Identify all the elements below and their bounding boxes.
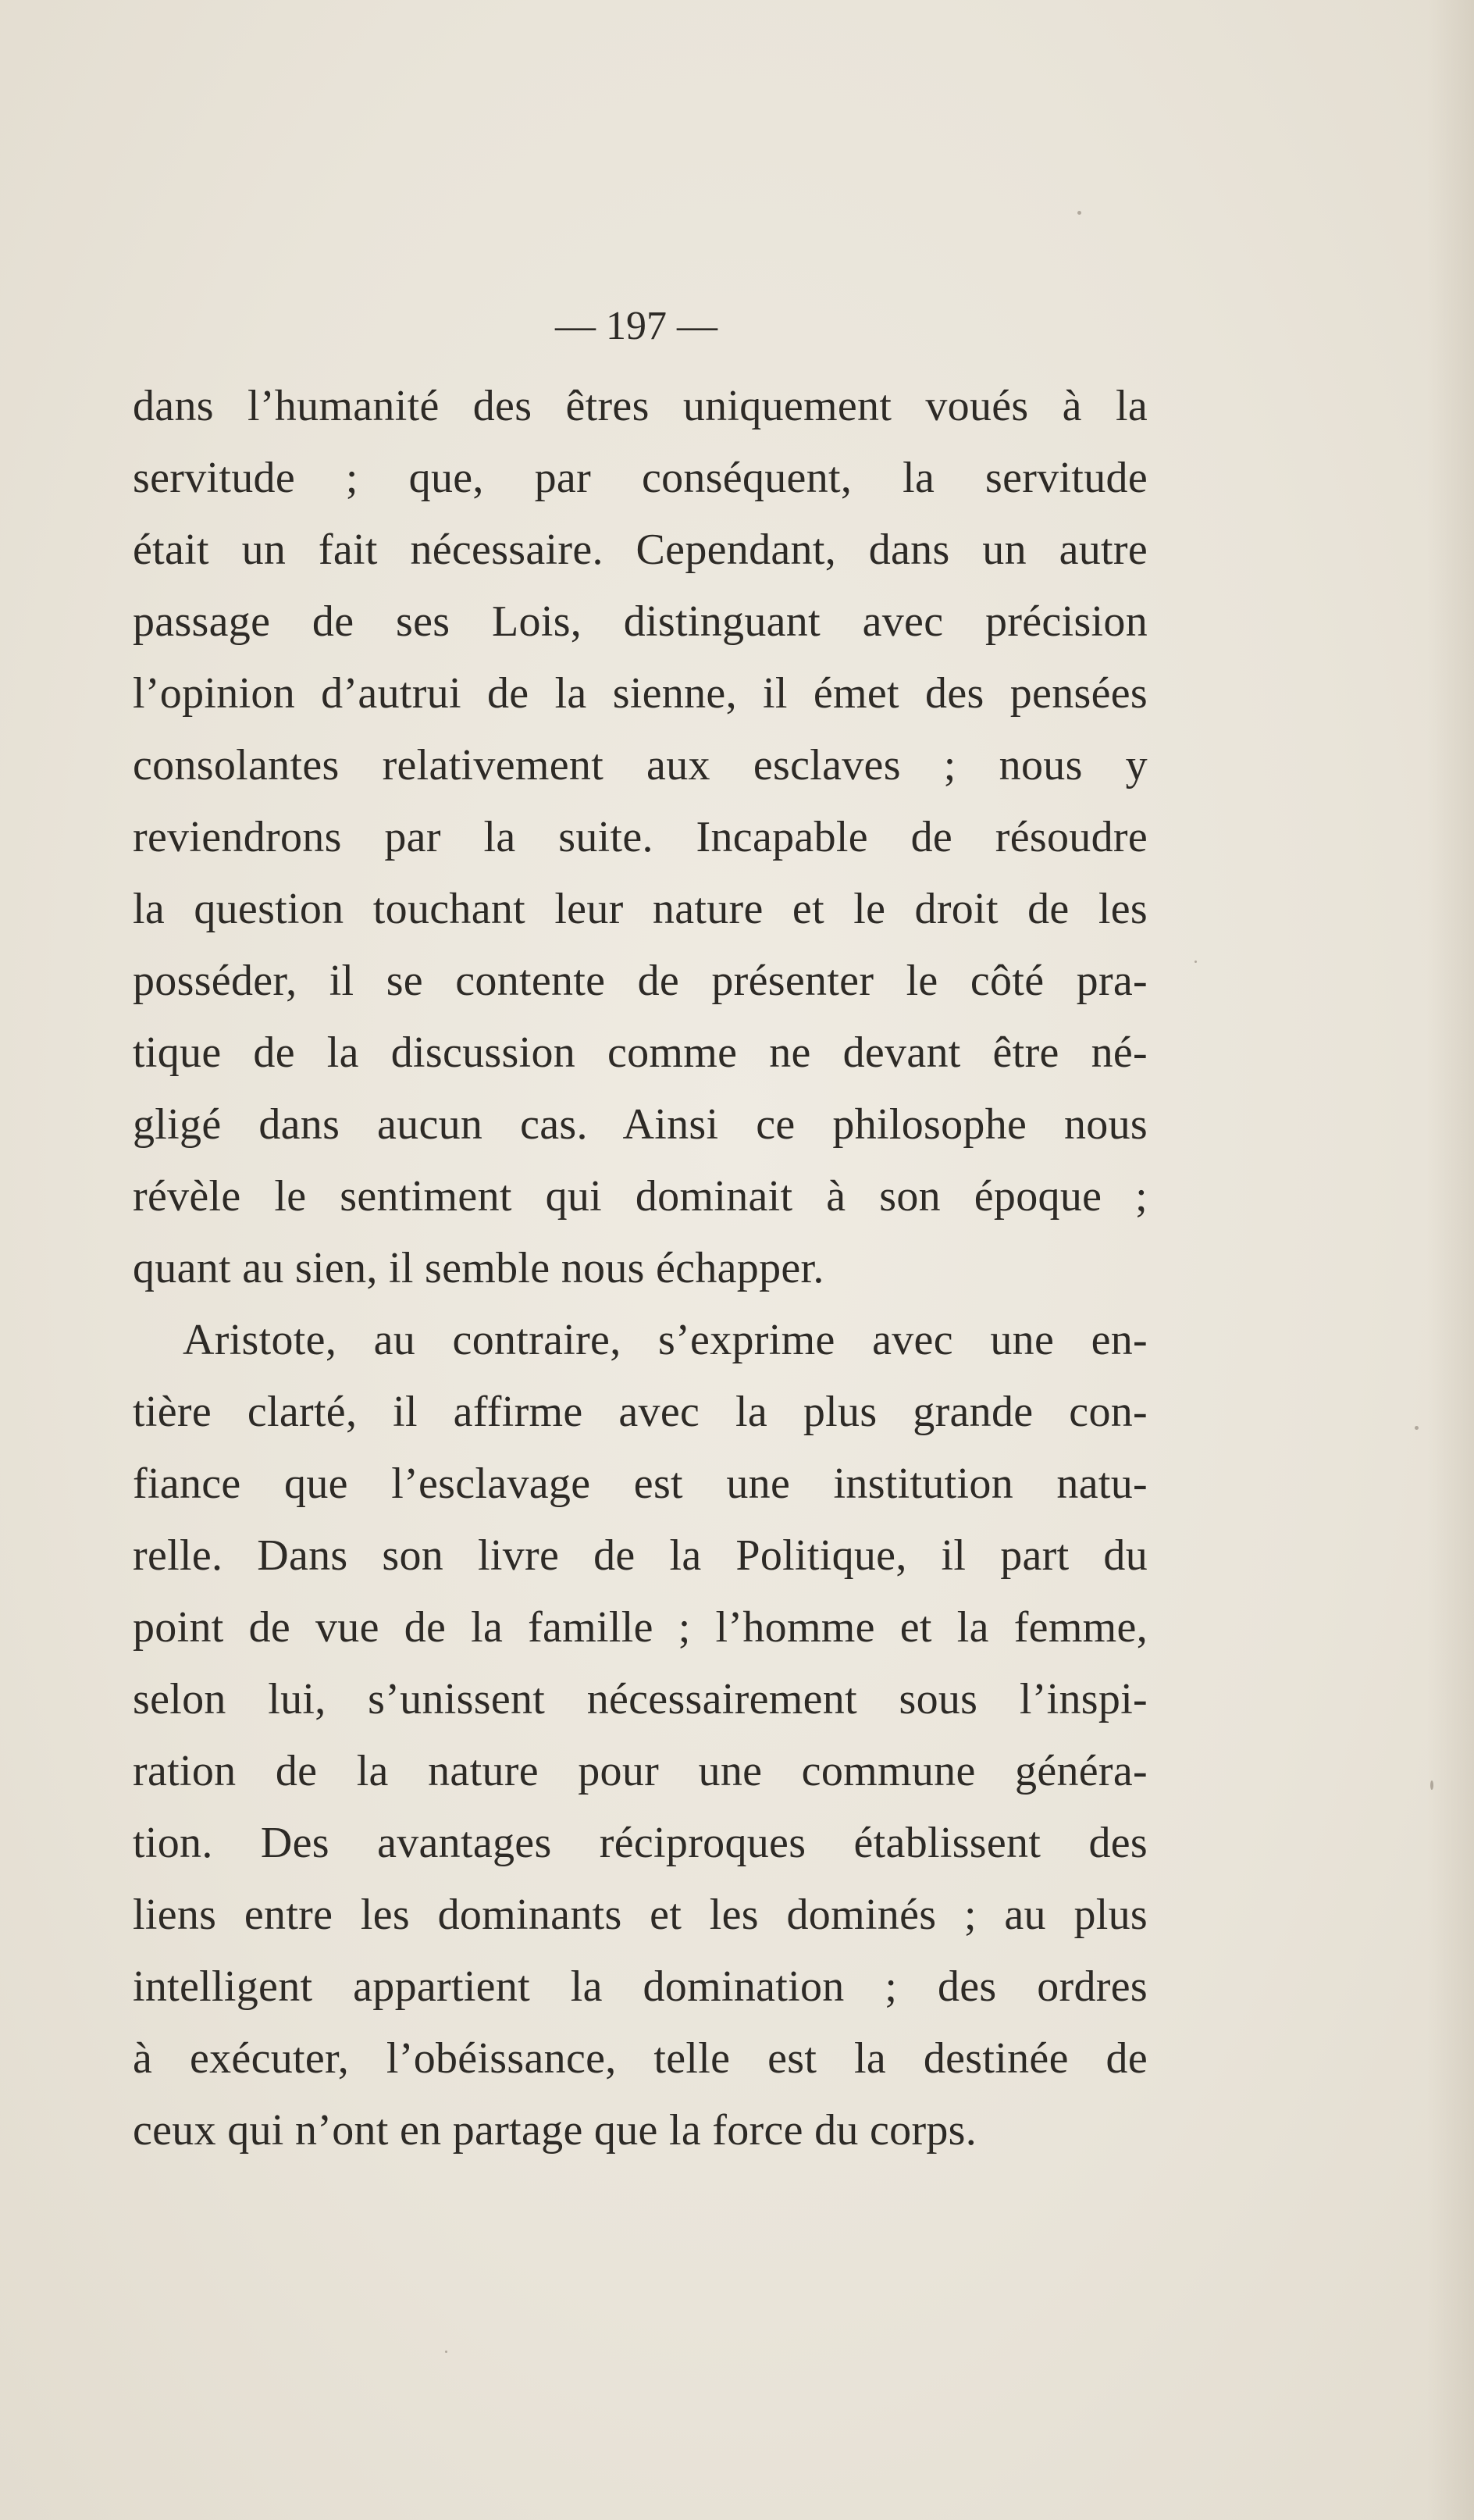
- text-line: l’opinion d’autrui de la sienne, il émet des pensées: [133, 669, 1148, 718]
- text-line: tique de la discussion comme ne devant être né-: [133, 1028, 1148, 1077]
- text-line: révèle le sentiment qui dominait à son époque ;: [133, 1172, 1148, 1221]
- text-line: liens entre les dominants et les dominés ; au plus: [133, 1891, 1148, 1939]
- paper-speck: [1195, 961, 1197, 963]
- text-line: tière clarté, il affirme avec la plus grande con-: [133, 1388, 1148, 1436]
- text-line: quant au sien, il semble nous échapper.: [133, 1244, 824, 1292]
- text-line: consolantes relativement aux esclaves ; nous y: [133, 741, 1148, 790]
- text-line: point de vue de la famille ; l’homme et la femme,: [133, 1603, 1148, 1652]
- text-line: Aristote, au contraire, s’exprime avec une en-: [183, 1316, 1148, 1364]
- text-line: servitude ; que, par conséquent, la servitude: [133, 454, 1148, 502]
- paper-speck: [1430, 1780, 1433, 1790]
- page-edge-shadow: [1427, 0, 1474, 2520]
- page-number: — 197 —: [555, 304, 717, 348]
- paper-speck: [1415, 1426, 1419, 1430]
- text-line: relle. Dans son livre de la Politique, il part du: [133, 1531, 1148, 1580]
- paper-speck: [445, 2351, 447, 2353]
- body-text: [133, 370, 1148, 2166]
- text-line: la question touchant leur nature et le droit de les: [133, 885, 1148, 933]
- text-line: ceux qui n’ont en partage que la force du corps.: [133, 2106, 977, 2155]
- text-line: posséder, il se contente de présenter le côté pra-: [133, 957, 1148, 1005]
- text-line: selon lui, s’unissent nécessairement sous l’inspi-: [133, 1675, 1148, 1723]
- text-line: gligé dans aucun cas. Ainsi ce philosophe nous: [133, 1100, 1148, 1149]
- paper-speck: [1077, 211, 1081, 215]
- text-line: dans l’humanité des êtres uniquement voués à la: [133, 382, 1148, 430]
- text-line: fiance que l’esclavage est une institution natu-: [133, 1460, 1148, 1508]
- text-line: passage de ses Lois, distinguant avec précision: [133, 597, 1148, 646]
- text-line: ration de la nature pour une commune généra-: [133, 1747, 1148, 1795]
- text-line: était un fait nécessaire. Cependant, dans un autre: [133, 526, 1148, 574]
- text-line: tion. Des avantages réciproques établissent des: [133, 1819, 1148, 1867]
- text-line: à exécuter, l’obéissance, telle est la destinée de: [133, 2034, 1148, 2083]
- text-line: reviendrons par la suite. Incapable de résoudre: [133, 813, 1148, 861]
- text-line: intelligent appartient la domination ; des ordres: [133, 1962, 1148, 2011]
